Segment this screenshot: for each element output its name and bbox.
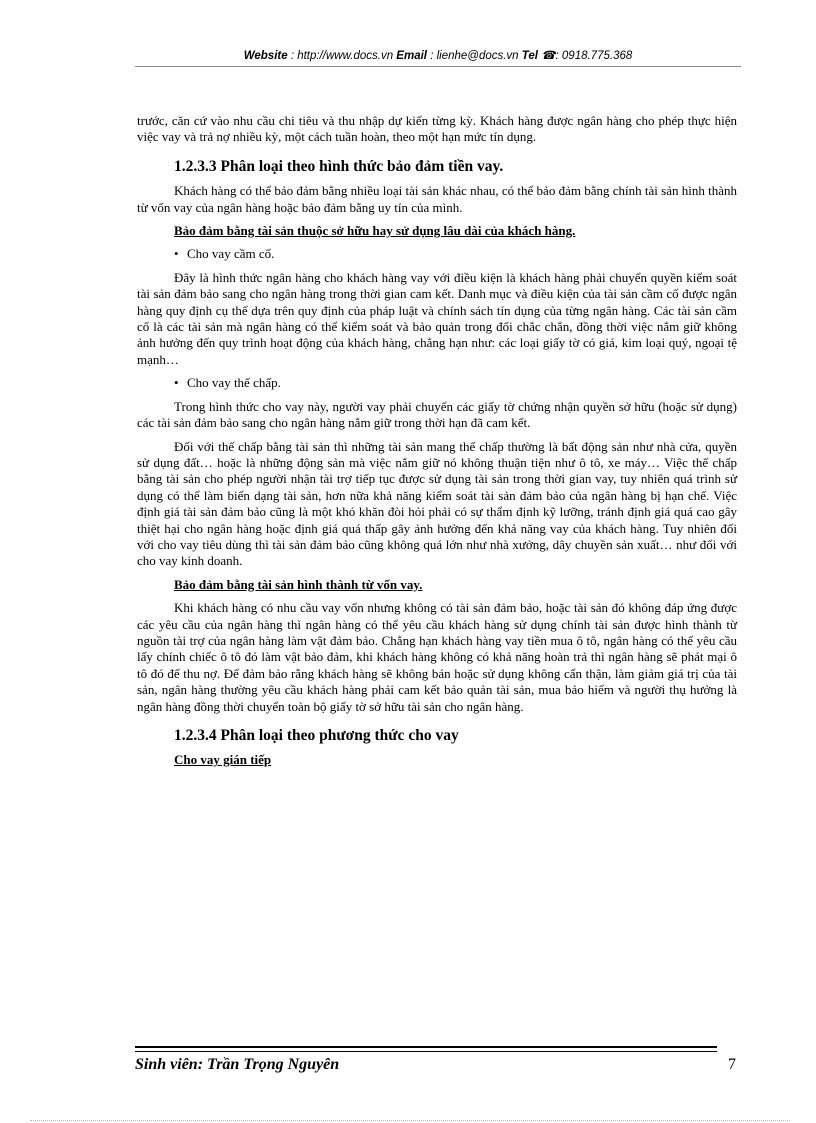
- page-bottom-border: [30, 1120, 790, 1121]
- phone-icon: ☎: [541, 50, 556, 62]
- footer-divider-thin: [135, 1051, 717, 1052]
- footer-divider-thick: [135, 1046, 717, 1048]
- subheading-loan-formed-assets: Bảo đảm bằng tài sản hình thành từ vốn vay.: [174, 576, 423, 592]
- paragraph: Trong hình thức cho vay này, người vay phải chuyển các giấy tờ chứng nhận quyền sở hữu (hoặc sử dụng) các tài sản đảm bảo sang cho ngân hàng nắm giữ trong thời hạn đã cam kết.: [137, 398, 737, 431]
- paragraph-continued: trước, căn cứ vào nhu cầu chi tiêu và thu nhập dự kiến từng kỳ. Khách hàng được ngân hàng cho phép thực hiện việc vay và trả nợ nhiều kỳ, một cách tuần hoàn, theo một hạn mức tín dụng.: [137, 113, 737, 145]
- header-divider: [135, 66, 741, 67]
- page-header: [135, 48, 741, 62]
- bullet-icon: •: [174, 375, 179, 391]
- email-value: : lienhe@docs.vn: [430, 50, 519, 62]
- bullet-label: Cho vay thế chấp.: [187, 375, 281, 391]
- website-value: : http://www.docs.vn: [290, 50, 394, 62]
- website-label: Website: [243, 50, 288, 62]
- paragraph: Đây là hình thức ngân hàng cho khách hàng vay với điều kiện là khách hàng phải chuyển quyền kiểm soát tài sản đảm bảo sang cho ngân hàng trong thời gian cam kết. Danh mục và điều kiện của tài sản cầm cố được ngân hàng quy định cụ thể dựa trên quy định của pháp luật và chính sách tín dụng của từng ngân hàng. Các tài sản cầm cố là các tài sản mà ngân hàng có thể kiểm soát và bảo quản trong đối chắc chắn, đồng thời việc nắm giữ không ảnh hưởng đến quy trình hoạt động của khách hàng, chẳng hạn như: các loại giấy tờ có giá, kim loại quý, ngoại tệ mạnh…: [137, 269, 737, 367]
- bullet-item-pledge: [174, 246, 737, 262]
- footer-student-name: Sinh viên: Trần Trọng Nguyên: [135, 1056, 340, 1073]
- tel-value: : 0918.775.368: [555, 50, 633, 62]
- subheading-owned-assets: Bảo đảm bằng tài sản thuộc sở hữu hay sử dụng lâu dài của khách hàng.: [174, 223, 576, 239]
- bullet-item-mortgage: [174, 375, 737, 391]
- paragraph: Đối với thế chấp bằng tài sản thì những tài sản mang thế chấp thường là bất động sản như nhà cửa, quyền sử dụng đất… hoặc là những động sản mà việc nắm giữ nó không thuận tiện như ô tô, xe máy… Việc thế chấp bằng tài sản cho phép người nhận tài trợ tiếp tục được sử dụng tài sản trong thời gian vay, tuy nhiên quá trình sử dụng có thể làm biến dạng tài sản, hơn nữa khả năng kiểm soát tài sản đảm bảo của ngân hàng bị hạn chế. Việc định giá tài sản đảm bảo cũng là một khó khăn đòi hỏi phải có sự thẩm định kỹ lưỡng, tránh định giá quá cao gây thiệt hại cho ngân hàng hoặc định giá quá thấp gây ảnh hưởng đến khả năng vay của khách hàng. Tuy nhiên đối với cho vay tiêu dùng thì tài sản đảm bảo cũng không quá lớn như nhà xưởng, dây chuyền sản xuất… như đối với cho vay kinh doanh.: [137, 438, 737, 569]
- bullet-label: Cho vay cầm cố.: [187, 246, 275, 262]
- paragraph: Khách hàng có thể bảo đảm bằng nhiều loại tài sản khác nhau, có thể bảo đảm bằng chính tài sản hình thành từ vốn vay của ngân hàng hoặc bảo đảm bằng uy tín của mình.: [137, 183, 737, 215]
- paragraph: Khi khách hàng có nhu cầu vay vốn nhưng không có tài sản đảm bảo, hoặc tài sản đó không đáp ứng được các yêu cầu của ngân hàng thì ngân hàng có thể yêu cầu khách hàng sử dụng chính tài sản được hình thành từ nguồn tài trợ của ngân hàng làm vật đảm bảo. Chẳng hạn khách hàng vay tiền mua ô tô, ngân hàng có thể yêu cầu lấy chính chiếc ô tô đó làm vật bảo đảm, khi khách hàng không có khả năng hoàn trả thì ngân hàng sẽ phát mại ô tô đó để thu nợ. Để đảm bảo rằng khách hàng sẽ không bán hoặc sử dụng không cẩn thận, làm giảm giá trị của tài sản, ngân hàng thường yêu cầu khách hàng phải cam kết bảo quản tài sản, mua bảo hiểm và người thụ hưởng là ngân hàng đồng thời chuyển toàn bộ giấy tờ sở hữu tài sản cho ngân hàng.: [137, 600, 737, 714]
- subheading-indirect-loan: Cho vay gián tiếp: [174, 752, 272, 768]
- tel-label: Tel: [521, 50, 538, 62]
- section-heading-1-2-3-3: 1.2.3.3 Phân loại theo hình thức bảo đảm tiền vay.: [174, 157, 504, 175]
- bullet-icon: •: [174, 246, 179, 262]
- page-number: 7: [728, 1056, 736, 1073]
- section-heading-1-2-3-4: 1.2.3.4 Phân loại theo phương thức cho vay: [174, 727, 459, 744]
- document-body: [137, 113, 737, 776]
- email-label: Email: [396, 50, 427, 62]
